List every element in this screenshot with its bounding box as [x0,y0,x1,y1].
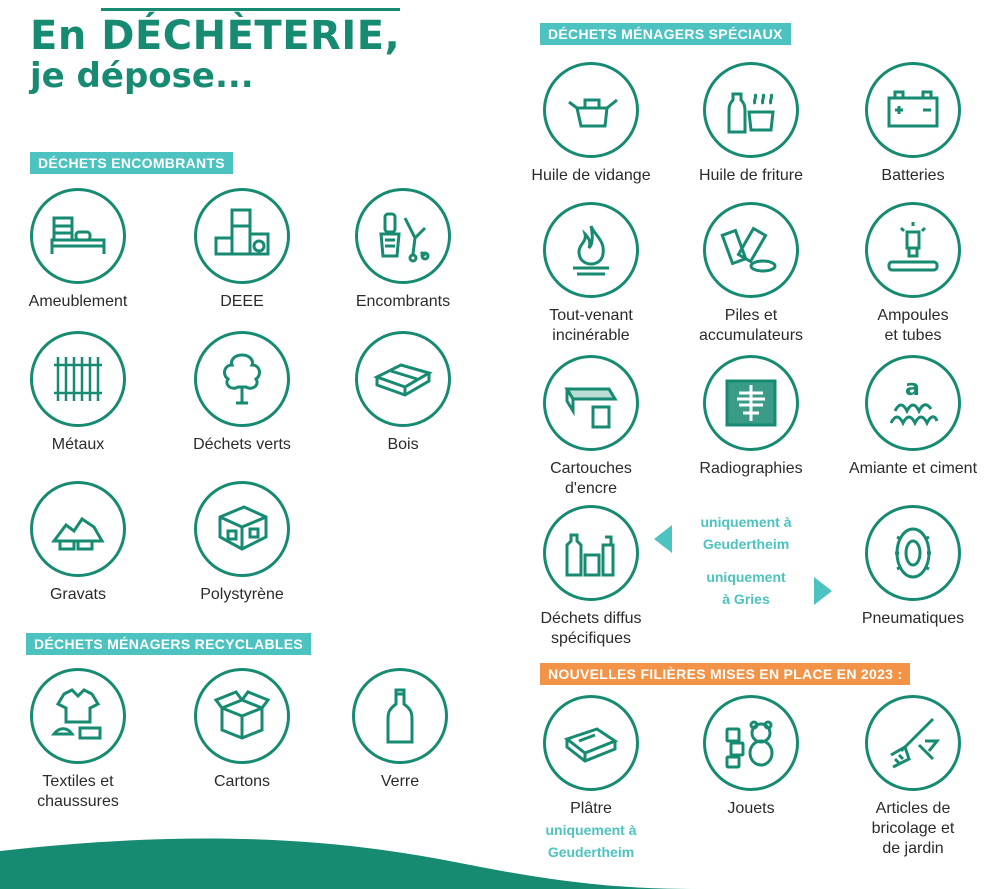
item-label: Bois [387,436,419,453]
box-icon [210,684,274,748]
oil-can-icon [559,78,623,142]
item-cartouches [511,355,671,499]
bulky-items-icon [371,204,435,268]
title-main: DÉCHÈTERIE, [101,8,400,59]
item-label: Polystyrène [200,586,284,603]
item-huile-friture [671,62,831,186]
asbestos-icon [881,371,945,435]
item-textiles [0,668,158,812]
item-dechets-verts [162,331,322,455]
item-label-l3: de jardin [882,840,944,857]
item-label-l1: Déchets diffus [540,610,642,627]
item-label-l2: spécifiques [550,630,632,647]
item-metaux [0,331,158,455]
xray-icon [719,371,783,435]
arrow-right-icon [814,577,832,605]
bulb-icon [881,218,945,282]
item-label: Déchets verts [193,436,291,453]
tree-icon [210,347,274,411]
section-nouvelles: NOUVELLES FILIÈRES MISES EN PLACE EN 2023 : [540,663,910,685]
item-label-l2: incinérable [552,327,630,344]
item-encombrants [323,188,483,312]
note-line2: Geudertheim [702,536,790,552]
item-cartons [162,668,322,792]
item-dechets-diffus [511,505,671,649]
item-label: Plâtre [570,800,612,817]
cooking-oil-icon [719,78,783,142]
title-prefix: En [30,13,87,59]
item-label: Verre [380,773,420,790]
item-label-l1: Piles et [724,307,778,324]
item-verre [320,668,480,792]
toys-icon [719,711,783,775]
item-gravats [0,481,158,605]
clothes-icon [46,684,110,748]
flame-icon [559,218,623,282]
polystyrene-icon [210,497,274,561]
chemicals-icon [559,521,623,585]
item-label-l1: Textiles et [42,773,114,790]
item-ameublement [0,188,158,312]
item-label: Huile de friture [698,167,804,184]
item-label-l2: chaussures [37,793,119,810]
batteries-icon [719,218,783,282]
note-line2: à Gries [722,591,770,607]
title-subline: je dépose... [30,56,254,96]
item-pneumatiques [833,505,993,629]
page-title [30,14,400,95]
item-label: Radiographies [699,460,803,477]
ink-cartridge-icon [559,371,623,435]
note-geudertheim [676,511,816,555]
pallet-icon [371,347,435,411]
item-label-l2: et tubes [884,327,942,344]
item-label: Amiante et ciment [848,460,978,477]
section-encombrants: DÉCHETS ENCOMBRANTS [30,152,233,174]
item-label-l2: bricolage et [871,820,955,837]
metal-fence-icon [46,347,110,411]
tools-icon [881,711,945,775]
item-batteries [833,62,993,186]
rubble-icon [46,497,110,561]
item-ampoules [833,202,993,346]
item-label: Métaux [51,436,105,453]
appliances-icon [210,204,274,268]
car-battery-icon [881,78,945,142]
svg-text:a: a [905,376,920,401]
item-amiante [833,355,993,479]
item-jouets [671,695,831,819]
item-label: Huile de vidange [531,167,651,184]
note-line2: Geudertheim [547,844,635,860]
note-line1: uniquement [706,569,786,585]
item-tout-venant [511,202,671,346]
note-line1: uniquement à [545,822,637,838]
item-label-l1: Tout-venant [549,307,633,324]
note-gries [676,566,816,610]
plaster-icon [559,711,623,775]
arrow-left-icon [654,525,672,553]
bottle-icon [368,684,432,748]
item-label: Batteries [881,167,945,184]
bed-icon [46,204,110,268]
section-speciaux: DÉCHETS MÉNAGERS SPÉCIAUX [540,23,791,45]
note-line1: uniquement à [700,514,792,530]
item-label: Gravats [49,586,106,603]
item-label: Jouets [727,800,775,817]
item-radiographies [671,355,831,479]
item-label-l2: d'encre [565,480,617,497]
item-piles [671,202,831,346]
decorative-wave [0,829,1000,889]
item-polystyrene [162,481,322,605]
item-bois [323,331,483,455]
item-label-l2: accumulateurs [698,327,804,344]
tire-icon [881,521,945,585]
item-label: DEEE [220,293,264,310]
item-label-l1: Cartouches [550,460,632,477]
item-label: Ameublement [28,293,128,310]
item-label: Encombrants [355,293,451,310]
item-label: Pneumatiques [861,610,965,627]
item-label: Cartons [213,773,271,790]
item-label-l1: Ampoules [877,307,949,324]
item-huile-vidange [511,62,671,186]
item-label-l1: Articles de [875,800,951,817]
item-deee [162,188,322,312]
section-recyclables: DÉCHETS MÉNAGERS RECYCLABLES [26,633,311,655]
